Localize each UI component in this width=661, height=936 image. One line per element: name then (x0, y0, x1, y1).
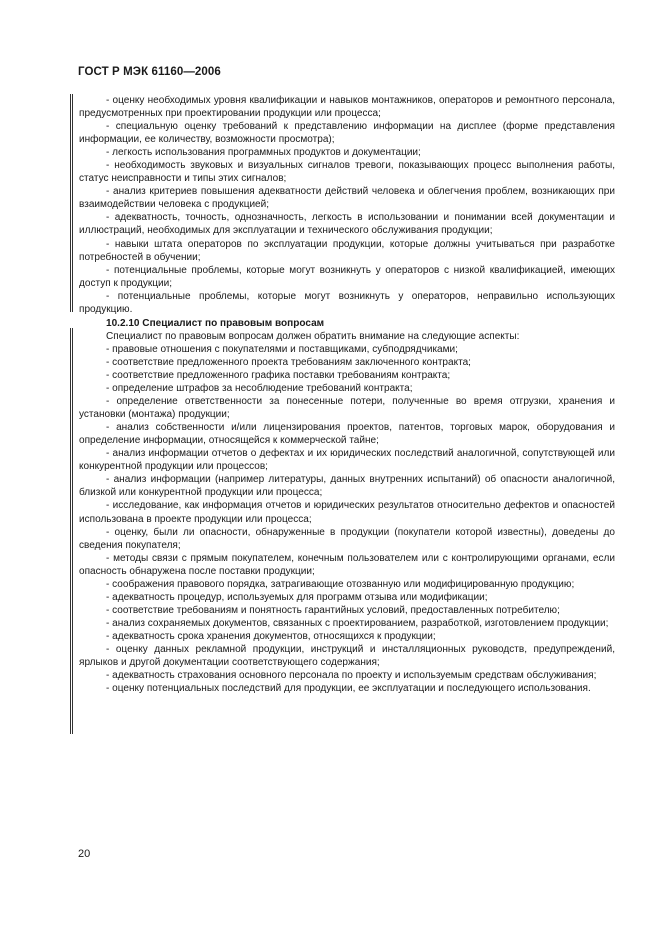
list-item: - анализ критериев повышения адекватности действий человека и облегчения проблем, возникающих при взаимодействии человека с продукцией; (79, 186, 615, 211)
list-item: - анализ собственности и/или лицензирования проектов, патентов, торговых марок, оборудования и определение информации, относящейся к коммерческой тайне; (79, 422, 615, 447)
document-body (79, 94, 615, 695)
list-item: - адекватность процедур, используемых для программ отзыва или модификации; (106, 591, 488, 603)
list-item: - соответствие предложенного проекта требованиям заключенного контракта; (106, 356, 471, 368)
list-item: - соответствие предложенного графика поставки требованиям контракта; (106, 369, 451, 381)
list-item: - соображения правового порядка, затрагивающие отозванную или модифицированную продукцию; (106, 578, 575, 590)
list-item: - оценку потенциальных последствий для продукции, ее эксплуатации и последующего использования. (106, 683, 591, 695)
list-item: - адекватность срока хранения документов, относящихся к продукции; (106, 630, 436, 642)
list-item: - оценку, были ли опасности, обнаруженные в продукции (покупатели которой известны), доведены до сведения покупателя; (79, 526, 615, 551)
change-bar (70, 328, 73, 734)
page-number: 20 (78, 848, 91, 860)
change-bar (70, 94, 73, 312)
list-item: - специальную оценку требований к представлению информации на дисплее (форме представления информации, ее количеству, возможности просмотра); (79, 121, 615, 146)
list-item: - адекватность страхования основного персонала по проекту и используемым средствам обслуживания; (106, 670, 597, 682)
list-item: - правовые отношения с покупателями и поставщиками, субподрядчиками; (106, 343, 458, 355)
list-item: - анализ сохраняемых документов, связанных с проектированием, разработкой, изготовлением продукции; (106, 617, 609, 629)
list-item: - исследование, как информация отчетов и юридических результатов относительно дефектов и опасностей использована в проекте продукции или процесса; (79, 500, 615, 525)
list-item: - адекватность, точность, однозначность, легкость в использовании и понимании всей документации и иллюстраций, необходимых для эксплуатации и технического обслуживания продукции; (79, 212, 615, 237)
list-item: - потенциальные проблемы, которые могут возникнуть у операторов, неправильно использующих продукцию. (79, 290, 615, 315)
list-item: - определение ответственности за понесенные потери, полученные во время отгрузки, хранения и установки (монтажа) продукции; (79, 396, 615, 421)
list-item: - определение штрафов за несоблюдение требований контракта; (106, 383, 413, 395)
list-item: - оценку необходимых уровня квалификации и навыков монтажников, операторов и ремонтного персонала, предусмотренных при проектировании продукции или процесса; (79, 95, 615, 120)
page-header-standard-code: ГОСТ Р МЭК 61160—2006 (78, 66, 221, 78)
list-item: - методы связи с прямым покупателем, конечным пользователем или с контролирующими органами, если опасность обнаружена после поставки продукции; (79, 552, 615, 577)
section-heading: 10.2.10 Специалист по правовым вопросам (106, 317, 325, 329)
list-item: - оценку данных рекламной продукции, инструкций и инсталляционных руководств, предупреждений, ярлыков и другой документации соответствующего содержания; (79, 643, 615, 669)
list-item: - необходимость звуковых и визуальных сигналов тревоги, показывающих процесс выполнения работы, статус неисправности и типы этих сигналов; (79, 160, 615, 185)
list-item: - анализ информации (например литературы, данных внутренних испытаний) об опасности аналогичной, близкой или конкурентной продукции или процесса; (79, 474, 615, 499)
list-item: - легкость использования программных продуктов и документации; (106, 147, 421, 159)
list-item: - соответствие требованиям и понятность гарантийных условий, предоставленных потребителю; (106, 604, 560, 616)
list-item: - навыки штата операторов по эксплуатации продукции, которые должны учитываться при разработке потребностей в обучении; (79, 238, 615, 263)
list-item: - анализ информации отчетов о дефектах и их юридических последствий аналогичной, сопутствующей или конкурентной продукции или процессов; (79, 448, 615, 473)
list-item: - потенциальные проблемы, которые могут возникнуть у операторов с низкой квалификацией, имеющих доступ к продукции; (79, 264, 615, 289)
section-intro: Специалист по правовым вопросам должен обратить внимание на следующие аспекты: (106, 330, 520, 342)
